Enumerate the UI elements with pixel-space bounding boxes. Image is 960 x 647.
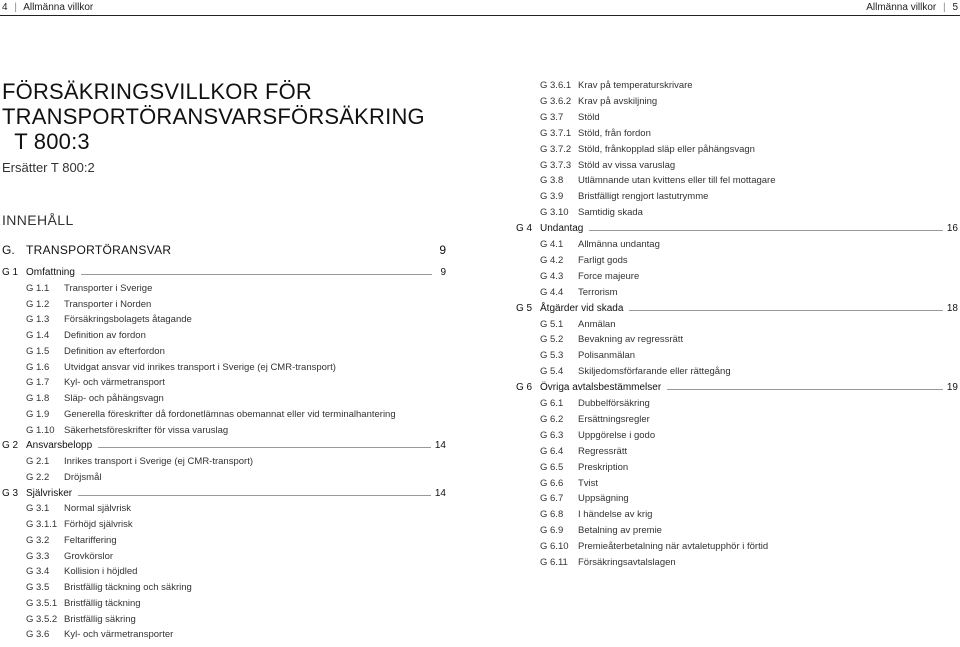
- header-left: [2, 2, 93, 13]
- toc-item-title[interactable]: Kollision i höjdled: [64, 566, 138, 578]
- toc-group-title[interactable]: Åtgärder vid skada: [540, 303, 629, 314]
- toc-item-title[interactable]: Betalning av premie: [578, 525, 662, 537]
- toc-item-number: G 1.4: [26, 330, 50, 341]
- toc-item-title[interactable]: Ersättningsregler: [578, 413, 650, 425]
- toc-item-number: G 5.2: [540, 334, 564, 346]
- toc-group-page: 16: [943, 223, 958, 234]
- toc-item-title[interactable]: Definition av efterfordon: [64, 345, 165, 357]
- toc-item-title[interactable]: Terrorism: [578, 286, 618, 298]
- toc-item-number: G 3.7.1: [540, 127, 572, 139]
- toc-item-title[interactable]: Uppsägning: [578, 493, 629, 505]
- toc-item-number: G 3.6.2: [540, 95, 572, 107]
- toc-item-title[interactable]: Feltariffering: [64, 534, 117, 546]
- toc-item-number: G 3.6: [26, 629, 50, 641]
- toc-item-title[interactable]: Preskription: [578, 461, 629, 473]
- toc-item-title[interactable]: Kyl- och värmetransporter: [64, 629, 174, 641]
- toc-item-title[interactable]: Inrikes transport i Sverige (ej CMR-transport): [64, 456, 253, 467]
- toc-leader-line: [46, 447, 432, 448]
- toc-item-number: G 1.5: [26, 345, 50, 357]
- left-page-number: 4: [2, 2, 8, 13]
- toc-item-title[interactable]: I händelse av krig: [578, 509, 653, 521]
- toc-item-number: G 4.1: [540, 239, 564, 250]
- toc-item-number: G 6.7: [540, 493, 564, 505]
- toc-item-number: G 1.7: [26, 377, 50, 389]
- toc-group-title[interactable]: Omfattning: [26, 267, 81, 278]
- toc-group-code[interactable]: G 1: [2, 267, 19, 278]
- toc-item-title[interactable]: Transporter i Sverige: [64, 282, 153, 294]
- toc-item-title[interactable]: Stöld, från fordon: [578, 127, 651, 139]
- toc-group-title[interactable]: Ansvarsbelopp: [26, 440, 98, 451]
- toc-item-number: G 3.6.1: [540, 80, 572, 91]
- toc-item-title[interactable]: Bristfälligt rengjort lastutrymme: [578, 191, 709, 203]
- toc-item-title[interactable]: Bristfällig säkring: [64, 613, 136, 625]
- left-header-label: Allmänna villkor: [23, 2, 94, 13]
- toc-item-number: G 6.11: [540, 557, 568, 568]
- toc-item-title[interactable]: Allmänna undantag: [578, 239, 660, 250]
- document-title-line-2: TRANSPORTÖRANSVARSFÖRSÄKRING: [2, 104, 425, 129]
- toc-item-title[interactable]: Generella föreskrifter då fordonetlämnas obemannat eller vid terminalhantering: [64, 408, 396, 420]
- toc-item-title[interactable]: Polisanmälan: [578, 350, 636, 362]
- toc-item-number: G 4.2: [540, 254, 564, 266]
- toc-item-number: G 4.3: [540, 270, 564, 282]
- toc-item-title[interactable]: Dröjsmål: [64, 471, 102, 483]
- toc-item-number: G 6.6: [540, 477, 564, 489]
- toc-item-title[interactable]: Släp- och påhängsvagn: [64, 393, 164, 404]
- toc-item-title[interactable]: Skiljedomsförfarande eller rättegång: [578, 366, 731, 378]
- toc-item-number: G 3.8: [540, 175, 564, 187]
- toc-item-title[interactable]: Samtidig skada: [578, 207, 643, 219]
- toc-item-title[interactable]: Premieåterbetalning när avtaletupphör i förtid: [578, 541, 769, 553]
- toc-item-title[interactable]: Försäkringsavtalslagen: [578, 557, 676, 568]
- toc-item-title[interactable]: Transporter i Norden: [64, 298, 152, 310]
- toc-item-number: G 3.5.1: [26, 597, 58, 609]
- toc-leader-line: [560, 230, 944, 231]
- toc-item-number: G 6.4: [540, 445, 564, 457]
- toc-item-title[interactable]: Stöld, frånkopplad släp eller påhängsvagn: [578, 143, 755, 155]
- toc-item-title[interactable]: Stöld: [578, 111, 600, 123]
- toc-item-number: G 6.5: [540, 461, 564, 473]
- toc-item-number: G 3.7.3: [540, 159, 572, 171]
- header-separator: |: [14, 2, 17, 13]
- document-title-line-3: T 800:3: [2, 129, 90, 154]
- toc-group-title[interactable]: Övriga avtalsbestämmelser: [540, 382, 667, 393]
- toc-group-code[interactable]: G 3: [2, 487, 19, 499]
- toc-item-title[interactable]: Förhöjd självrisk: [64, 519, 133, 530]
- toc-item-number: G 3.1: [26, 503, 50, 515]
- toc-item-number: G 5.4: [540, 366, 564, 378]
- toc-group-page: 18: [943, 303, 958, 314]
- header-right: [866, 2, 958, 13]
- toc-item-number: G 6.9: [540, 525, 564, 537]
- toc-item-number: G 5.3: [540, 350, 564, 362]
- toc-item-number: G 1.10: [26, 424, 55, 436]
- toc-item-title[interactable]: Krav på avskiljning: [578, 95, 658, 107]
- toc-item-number: G 1.6: [26, 361, 50, 373]
- toc-item-number: G 3.1.1: [26, 519, 58, 530]
- toc-item-number: G 1.9: [26, 408, 50, 420]
- right-header-label: Allmänna villkor: [866, 2, 937, 13]
- toc-item-title[interactable]: Bevakning av regressrätt: [578, 334, 684, 346]
- toc-group-code[interactable]: G 4: [516, 223, 533, 235]
- toc-item-number: G 2.2: [26, 471, 50, 483]
- toc-item-number: G 6.3: [540, 429, 564, 441]
- document-title-line-1: FÖRSÄKRINGSVILLKOR FÖR: [2, 79, 313, 104]
- header-rule: [0, 15, 960, 16]
- toc-item-number: G 6.10: [540, 541, 569, 553]
- toc-item-title[interactable]: Utvidgat ansvar vid inrikes transport i Sverige (ej CMR-transport): [64, 361, 336, 373]
- toc-item-number: G 3.2: [26, 534, 50, 546]
- toc-leader-line: [46, 495, 432, 496]
- toc-item-title[interactable]: Bristfällig täckning och säkring: [64, 582, 192, 593]
- toc-item-number: G 1.1: [26, 282, 50, 294]
- toc-item-number: G 3.5: [26, 582, 50, 593]
- toc-item-title[interactable]: Krav på temperaturskrivare: [578, 80, 693, 91]
- toc-item-title[interactable]: Definition av fordon: [64, 330, 146, 341]
- toc-item-title[interactable]: Normal självrisk: [64, 503, 132, 515]
- toc-item-title[interactable]: Utlämnande utan kvittens eller till fel mottagare: [578, 175, 776, 187]
- toc-item-number: G 3.3: [26, 550, 50, 562]
- toc-item-number: G 3.4: [26, 566, 50, 578]
- toc-item-number: G 5.1: [540, 318, 564, 330]
- toc-group-code[interactable]: G 2: [2, 440, 19, 452]
- toc-item-number: G 1.3: [26, 314, 50, 326]
- toc-item-number: G 6.2: [540, 413, 564, 425]
- toc-group-code[interactable]: G 6: [516, 382, 533, 394]
- toc-group-title[interactable]: Undantag: [540, 223, 589, 234]
- toc-leader-line: [46, 274, 432, 275]
- toc-item-title[interactable]: Uppgörelse i godo: [578, 429, 656, 441]
- toc-group-page: 14: [431, 440, 446, 451]
- toc-item-title[interactable]: Grovkörslor: [64, 550, 114, 562]
- toc-item-number: G 6.1: [540, 398, 564, 409]
- toc-heading: INNEHÅLL: [2, 212, 74, 228]
- toc-item-number: G 4.4: [540, 286, 564, 298]
- toc-item-title[interactable]: Anmälan: [578, 318, 616, 330]
- toc-group-title[interactable]: Självrisker: [26, 488, 78, 499]
- toc-item-title[interactable]: Försäkringsbolagets åtagande: [64, 314, 192, 326]
- toc-item-number: G 6.8: [540, 509, 564, 521]
- toc-item-number: G 3.7: [540, 111, 564, 123]
- toc-item-title[interactable]: Stöld av vissa varuslag: [578, 159, 676, 171]
- toc-item-number: G 1.8: [26, 393, 50, 404]
- toc-section-code: G.: [2, 243, 15, 257]
- toc-item-title[interactable]: Tvist: [578, 477, 599, 489]
- toc-group-page: 19: [943, 382, 958, 393]
- toc-section-title: TRANSPORTÖRANSVAR: [26, 243, 172, 257]
- toc-item-title[interactable]: Säkerhetsföreskrifter för vissa varuslag: [64, 424, 229, 436]
- toc-item-title[interactable]: Regressrätt: [578, 445, 628, 457]
- toc-item-title[interactable]: Farligt gods: [578, 254, 628, 266]
- toc-item-number: G 3.9: [540, 191, 564, 203]
- toc-section-page: 9: [439, 243, 446, 257]
- toc-group-code[interactable]: G 5: [516, 302, 533, 314]
- toc-item-number: G 2.1: [26, 456, 50, 467]
- toc-item-number: G 3.7.2: [540, 143, 572, 155]
- toc-item-title[interactable]: Kyl- och värmetransport: [64, 377, 165, 389]
- toc-item-number: G 1.2: [26, 298, 50, 310]
- header-separator: |: [943, 2, 946, 13]
- toc-group-page: 14: [431, 488, 446, 499]
- document-subtitle: Ersätter T 800:2: [2, 160, 95, 175]
- toc-group-page: 9: [436, 267, 446, 278]
- toc-item-title[interactable]: Bristfällig täckning: [64, 597, 141, 609]
- toc-item-title[interactable]: Dubbelförsäkring: [578, 398, 650, 409]
- toc-item-number: G 3.5.2: [26, 613, 58, 625]
- toc-item-title[interactable]: Force majeure: [578, 270, 640, 282]
- right-page-number: 5: [952, 2, 958, 13]
- toc-item-number: G 3.10: [540, 207, 569, 219]
